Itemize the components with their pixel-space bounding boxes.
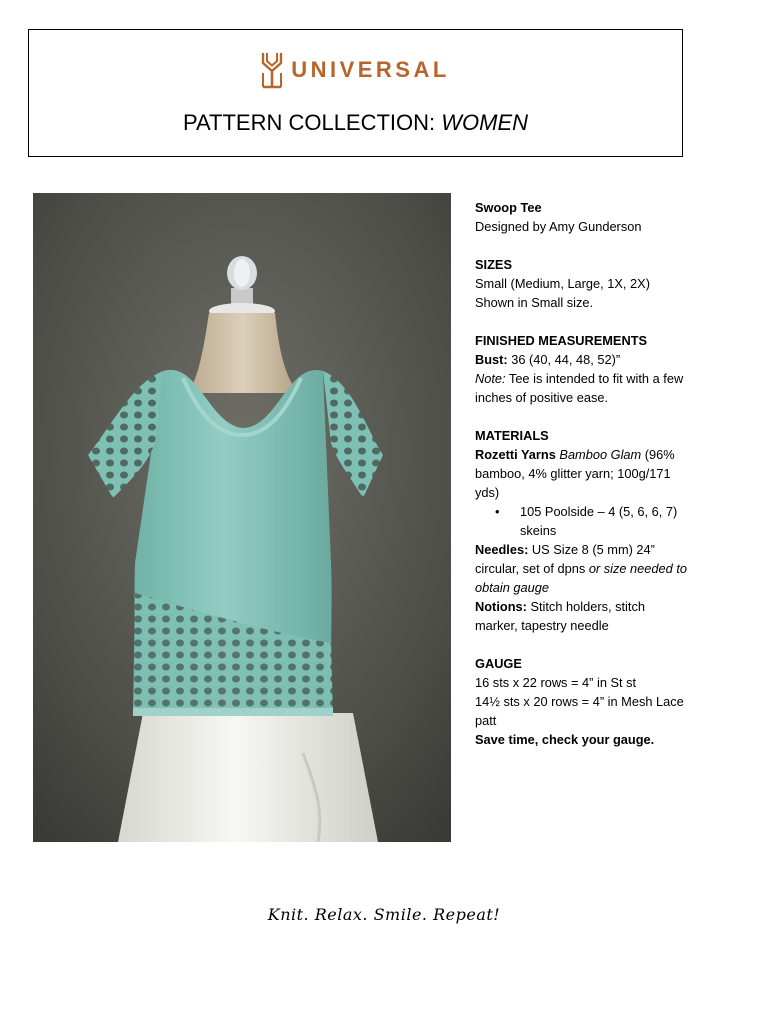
materials-heading: MATERIALS bbox=[475, 428, 549, 443]
yarn-name: Bamboo Glam bbox=[559, 447, 642, 462]
pattern-info bbox=[475, 198, 690, 749]
notions-line bbox=[475, 597, 690, 635]
sizes-shown: Shown in Small size. bbox=[475, 295, 594, 310]
fit-note bbox=[475, 369, 690, 407]
collection-label: PATTERN COLLECTION: bbox=[182, 110, 436, 135]
header-box bbox=[28, 29, 683, 157]
footer-tagline: Knit. Relax. Smile. Repeat! bbox=[267, 905, 501, 924]
spacer bbox=[475, 236, 690, 255]
note-label: Note: bbox=[475, 371, 506, 386]
product-photo bbox=[33, 193, 451, 842]
spacer bbox=[475, 407, 690, 426]
needles-label: Needles: bbox=[475, 542, 529, 557]
yarn-line bbox=[475, 445, 690, 502]
spacer bbox=[475, 312, 690, 331]
needles-value: US Size 8 (5 mm) 24” circular, set of dpns bbox=[475, 542, 655, 576]
bust-value: 36 (40, 44, 48, 52)” bbox=[507, 352, 621, 367]
gauge-mesh-lace: 14½ sts x 20 rows = 4” in Mesh Lace patt bbox=[475, 694, 684, 728]
yarn-details: (96% bamboo, 4% glitter yarn; 100g/171 yds) bbox=[475, 447, 675, 500]
yarn-brand: Rozetti Yarns bbox=[475, 447, 556, 462]
notions-value: Stitch holders, stitch marker, tapestry needle bbox=[475, 599, 645, 633]
needles-line bbox=[475, 540, 690, 597]
brand-name: UNIVERSAL bbox=[291, 57, 450, 82]
bullet-icon: • bbox=[495, 504, 500, 519]
gauge-reminder: Save time, check your gauge. bbox=[475, 732, 655, 747]
pattern-designer: Designed by Amy Gunderson bbox=[475, 219, 642, 234]
spacer bbox=[475, 635, 690, 654]
bust-line bbox=[475, 350, 690, 369]
pattern-name: Swoop Tee bbox=[475, 200, 542, 215]
measurements-heading: FINISHED MEASUREMENTS bbox=[475, 333, 648, 348]
list-item bbox=[475, 502, 690, 540]
universal-logo-mark-icon bbox=[261, 51, 283, 89]
gauge-heading: GAUGE bbox=[475, 656, 522, 671]
notions-label: Notions: bbox=[475, 599, 527, 614]
brand-logo bbox=[29, 50, 682, 90]
sizes-heading: SIZES bbox=[475, 257, 512, 272]
sizes-list: Small (Medium, Large, 1X, 2X) bbox=[475, 276, 650, 291]
needles-note: or size needed to obtain gauge bbox=[475, 561, 687, 595]
gauge-stockinette: 16 sts x 22 rows = 4” in St st bbox=[475, 675, 637, 690]
yarn-color-quantity: 105 Poolside – 4 (5, 6, 6, 7) skeins bbox=[520, 504, 678, 538]
note-value: Tee is intended to fit with a few inches of positive ease. bbox=[475, 371, 684, 405]
collection-value: WOMEN bbox=[441, 110, 529, 135]
bust-label: Bust: bbox=[475, 352, 508, 367]
collection-title bbox=[29, 110, 682, 136]
